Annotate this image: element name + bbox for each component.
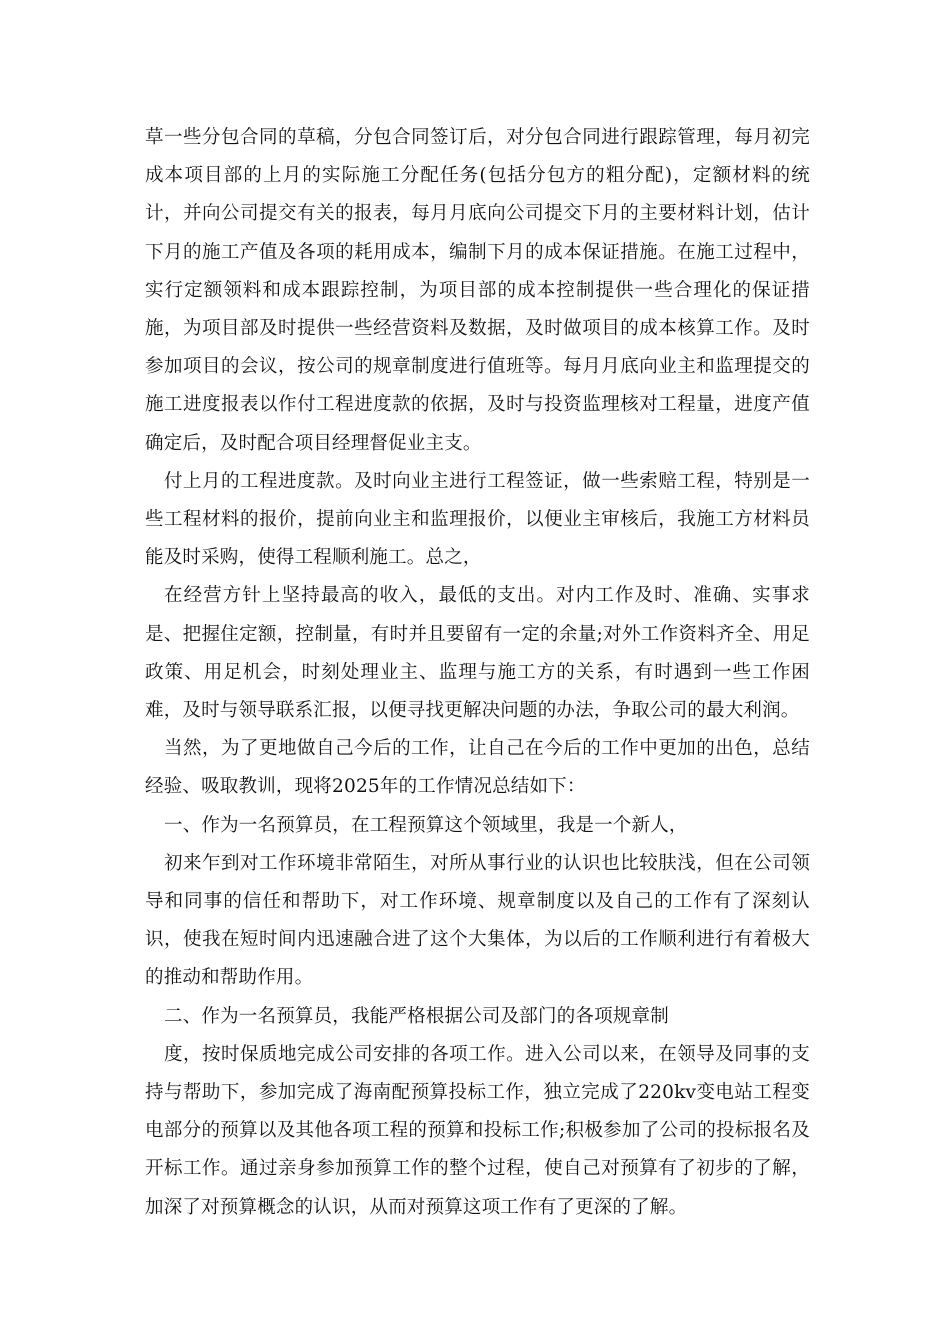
paragraph-8: 度，按时保质地完成公司安排的各项工作。进入公司以来，在领导及同事的支持与帮助下，参加完成了海南配预算投标工作，独立完成了220kv变电站工程变电部分的预算以及其他各项工程的预算和投标工作;积极参加了公司的投标报名及开标工作。通过亲身参加预算工作的整个过程，使自己对预算有了初步的了解，加深了对预算概念的认识，从而对预算这项工作有了更深的了解。 (145, 1043, 810, 1218)
paragraph-4: 当然，为了更地做自己今后的工作，让自己在今后的工作中更加的出色，总结经验、吸取教训，现将2025年的工作情况总结如下： (145, 738, 810, 798)
paragraph-7: 二、作为一名预算员，我能严格根据公司及部门的各项规章制 (164, 1005, 669, 1027)
paragraph-1: 草一些分包合同的草稿，分包合同签订后，对分包合同进行跟踪管理，每月初完成本项目部的上月的实际施工分配任务(包括分包方的粗分配)，定额材料的统计，并向公司提交有关的报表，每月月底向公司提交下月的主要材料计划，估计下月的施工产值及各项的耗用成本，编制下月的成本保证措施。在施工过程中，实行定额领料和成本跟踪控制，为项目部的成本控制提供一些合理化的保证措施，为项目部及时提供一些经营资料及数据，及时做项目的成本核算工作。及时参加项目的会议，按公司的规章制度进行值班等。每月月底向业主和监理提交的施工进度报表以作付工程进度款的依据，及时与投资监理核对工程量，进度产值确定后，及时配合项目经理督促业主支。 (145, 127, 810, 454)
paragraph-3: 在经营方针上坚持最高的收入，最低的支出。对内工作及时、准确、实事求是、把握住定额，控制量，有时并且要留有一定的余量;对外工作资料齐全、用足政策、用足机会，时刻处理业主、监理与施工方的关系，有时遇到一些工作困难，及时与领导联系汇报，以便寻找更解决问题的办法，争取公司的最大利润。 (145, 585, 810, 722)
document-body (145, 119, 810, 1227)
paragraph-5: 一、作为一名预算员，在工程预算这个领域里，我是一个新人， (164, 814, 688, 836)
paragraph-6: 初来乍到对工作环境非常陌生，对所从事行业的认识也比较肤浅，但在公司领导和同事的信任和帮助下，对工作环境、规章制度以及自己的工作有了深刻认识，使我在短时间内迅速融合进了这个大集体，为以后的工作顺利进行有着极大的推动和帮助作用。 (145, 852, 810, 989)
paragraph-2: 付上月的工程进度款。及时向业主进行工程签证，做一些索赔工程，特别是一些工程材料的报价，提前向业主和监理报价，以便业主审核后，我施工方材料员能及时采购，使得工程顺利施工。总之， (145, 470, 810, 569)
